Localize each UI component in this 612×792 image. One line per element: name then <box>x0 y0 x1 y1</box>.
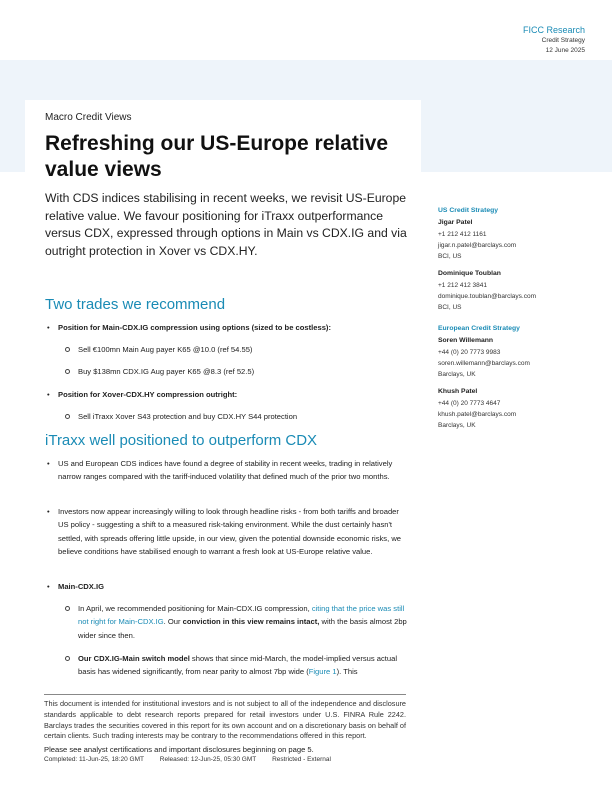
european-credit-strategy-heading: European Credit Strategy <box>438 325 520 332</box>
trade-1-leg-2: Buy $138mn CDX.IG Aug payer K65 @8.3 (ref 52.5) <box>65 365 410 378</box>
analyst-entity: BCI, US <box>438 304 462 311</box>
bullet-icon: • <box>47 323 50 332</box>
circle-bullet-icon <box>65 656 70 661</box>
series-name: Macro Credit Views <box>45 112 132 123</box>
circle-bullet-icon <box>65 414 70 419</box>
section-heading-trades: Two trades we recommend <box>45 296 226 313</box>
section-heading-itraxx: iTraxx well positioned to outperform CDX <box>45 432 318 449</box>
bullet-icon: • <box>47 507 50 516</box>
analyst-email[interactable]: jigar.n.patel@barclays.com <box>438 242 517 249</box>
analyst-phone: +1 212 412 3841 <box>438 282 487 289</box>
research-team: Credit Strategy <box>541 37 585 44</box>
bullet-icon: • <box>47 582 50 591</box>
disclaimer: This document is intended for institutional investors and is not subject to all of the independence and disclosure standards applicable to debt research reports prepared for retail investors under U.S. FINRA Rule 2242. Barclays trades the securities covered in this report for its own account and on a discretionary basis on behalf of certain clients. Such trading interests may be contrary to the recommendations offered in this report. <box>44 699 406 741</box>
circle-bullet-icon <box>65 369 70 374</box>
paragraph-bullet-2: • Investors now appear increasingly willing to look through headline risks - from both tariffs and broader US policy - suggesting a shift to a measured risk-taking environment. While the dust certainly hasn't settled, with spreads offering little upside, in our view, given the potential downside economic risks, we believe conditions have stabilised enough to warrant a fresh look at US-Europe relative value. <box>47 507 402 557</box>
analyst-phone: +44 (0) 20 7773 4647 <box>438 400 501 407</box>
analyst-name: Dominique Toublan <box>438 270 501 277</box>
analyst-entity: BCI, US <box>438 253 462 260</box>
trade-2-leg-1: Sell iTraxx Xover S43 protection and buy CDX.HY S44 protection <box>65 410 410 423</box>
release-metadata <box>44 755 406 764</box>
disclosures-note: Please see analyst certifications and important disclosures beginning on page 5. <box>44 745 314 755</box>
paragraph-bullet-1: • US and European CDS indices have found a degree of stability in recent weeks, trading in relatively narrow ranges compared with the tariff-induced volatility that defined much of the prior two months. <box>47 459 393 482</box>
publication-date: 12 June 2025 <box>545 47 585 54</box>
analyst-name: Soren Willemann <box>438 337 494 344</box>
trade-2-title: Position for Xover-CDX.HY compression outright: <box>58 390 238 399</box>
footer <box>44 694 406 764</box>
released-time: Released: 12-Jun-25, 05:30 GMT <box>159 756 257 764</box>
analyst-sidebar <box>438 205 598 431</box>
analyst-entity: Barclays, UK <box>438 371 476 378</box>
analyst-email[interactable]: khush.patel@barclays.com <box>438 411 517 418</box>
summary: With CDS indices stabilising in recent weeks, we revisit US-Europe relative value. We favour positioning for iTraxx outperformance versus CDX, expressed through options in Main vs CDX.IG and via outright protection in Xover vs CDX.HY. <box>45 191 407 258</box>
page-title: Refreshing our US-Europe relative value views <box>45 132 389 181</box>
circle-bullet-icon <box>65 347 70 352</box>
us-credit-strategy-heading: US Credit Strategy <box>438 207 499 214</box>
article-link[interactable]: citing that the price was still not right for Main-CDX.IG <box>78 604 405 627</box>
trade-1-title: Position for Main-CDX.IG compression using options (sized to be costless): <box>58 323 331 332</box>
bullet-icon: • <box>47 390 50 399</box>
analyst-entity: Barclays, UK <box>438 422 476 429</box>
completed-time: Completed: 11-Jun-25, 18:20 GMT <box>44 756 144 764</box>
trade-1-bullet <box>45 321 410 334</box>
analyst-email[interactable]: soren.willemann@barclays.com <box>438 360 530 367</box>
trade-2-bullet <box>45 388 410 401</box>
main-cdx-bullet: • Main-CDX.IG <box>45 580 410 593</box>
classification: Restricted - External <box>272 756 331 764</box>
figure-1-link[interactable]: Figure 1 <box>308 667 337 677</box>
main-content <box>25 100 421 692</box>
analyst-name: Jigar Patel <box>438 219 473 226</box>
analyst-phone: +44 (0) 20 7773 9983 <box>438 349 501 356</box>
report-header <box>523 24 585 56</box>
main-cdx-sub-2: Our CDX.IG-Main switch model shows that since mid-March, the model-implied versus actual basis has widened significantly, from near parity to almost 7bp wide (Figure 1). This <box>65 652 410 679</box>
bullet-icon: • <box>47 459 50 468</box>
analyst-name: Khush Patel <box>438 388 478 395</box>
trade-1-leg-1: Sell €100mn Main Aug payer K65 @10.0 (ref 54.55) <box>65 343 410 356</box>
analyst-email[interactable]: dominique.toublan@barclays.com <box>438 293 537 300</box>
circle-bullet-icon <box>65 606 70 611</box>
research-division: FICC Research <box>522 25 585 35</box>
main-cdx-sub-1: In April, we recommended positioning for Main-CDX.IG compression, citing that the price was still not right for Main-CDX.IG. Our conviction in this view remains intact, with the basis almost 2bp wider since then. <box>65 602 410 642</box>
analyst-phone: +1 212 412 1161 <box>438 231 487 238</box>
